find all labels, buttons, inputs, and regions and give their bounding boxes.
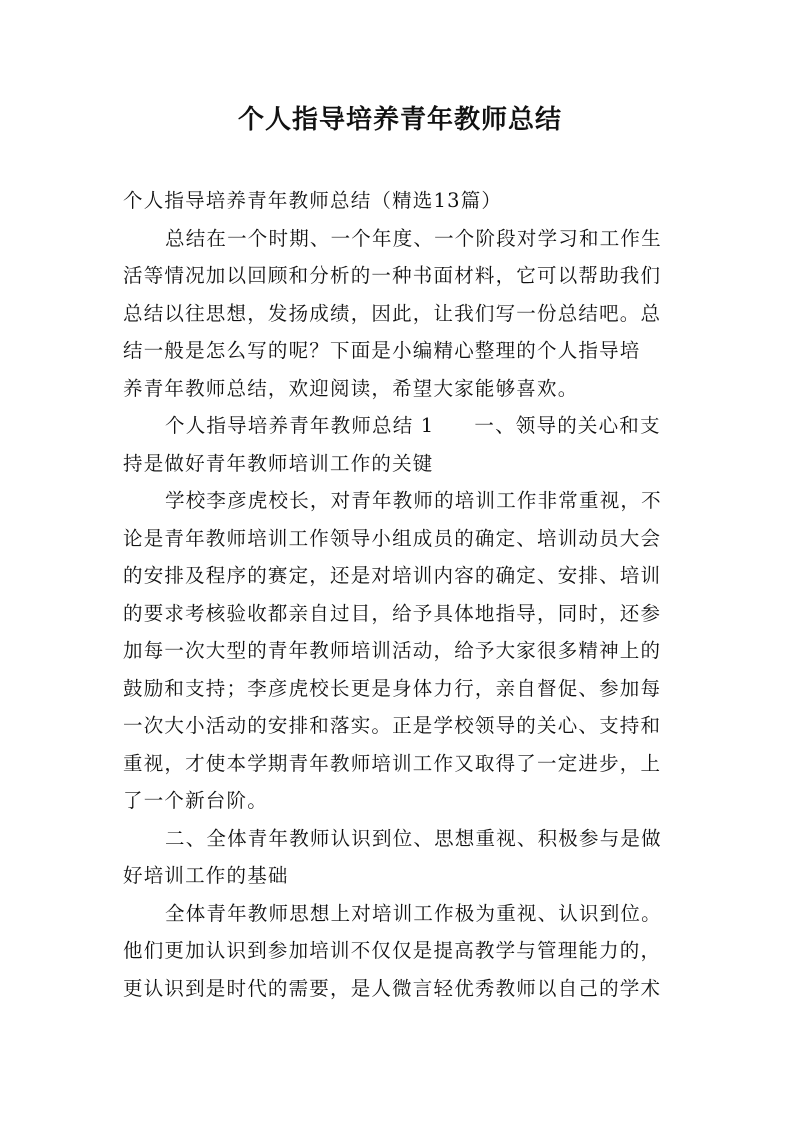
paragraph-line: 活等情况加以回顾和分析的一种书面材料，它可以帮助我们 [123,264,662,287]
paragraph-line: 一次大小活动的安排和落实。正是学校领导的关心、支持和 [123,714,662,737]
paragraph-line: 他们更加认识到参加培训不仅仅是提高教学与管理能力的， [123,939,662,962]
section-heading-continuation: 持是做好青年教师培训工作的关键 [123,451,434,475]
section-heading-line [123,407,683,445]
paragraph-line: 学校李彦虎校长，对青年教师的培训工作非常重视，不 [165,489,662,512]
document-title: 个人指导培养青年教师总结 [237,105,562,135]
paragraph-line: 的安排及程序的赛定，还是对培训内容的确定、安排、培训 [123,564,662,587]
paragraph-line: 了一个新台阶。 [123,789,268,812]
paragraph-line: 更认识到是时代的需要，是人微言轻优秀教师以自己的学术 [123,976,662,1000]
paragraph-line: 总结以往思想，发扬成绩，因此，让我们写一份总结吧。总 [123,301,662,325]
paragraph-line: 加每一次大型的青年教师培训活动，给予大家很多精神上的 [123,639,662,662]
paragraph-line: 鼓励和支持；李彦虎校长更是身体力行，亲自督促、参加每 [123,676,662,700]
paragraph-line: 论是青年教师培训工作领导小组成员的确定、培训动员大会 [123,526,662,550]
paragraph-line: 总结在一个时期、一个年度、一个阶段对学习和工作生 [165,226,662,250]
section-heading-point: 一、领导的关心和支 [474,414,661,437]
paragraph-line: 的要求考核验收都亲自过目，给予具体地指导，同时，还参 [123,601,662,625]
paragraph-line: 重视，才使本学期青年教师培训工作又取得了一定进步，上 [123,751,662,775]
paragraph-line: 养青年教师总结，欢迎阅读，希望大家能够喜欢。 [123,376,579,400]
section-heading-title: 个人指导培养青年教师总结 1 [165,414,435,437]
paragraph-line: 结一般是怎么写的呢？下面是小编精心整理的个人指导培 [123,339,641,362]
paragraph-line: 全体青年教师思想上对培训工作极为重视、认识到位。 [165,901,662,925]
paragraph-line: 二、全体青年教师认识到位、思想重视、积极参与是做 [165,826,662,850]
paragraph-line: 好培训工作的基础 [123,864,289,887]
document-body [123,182,683,1007]
subtitle-line: 个人指导培养青年教师总结（精选13篇） [123,189,503,212]
